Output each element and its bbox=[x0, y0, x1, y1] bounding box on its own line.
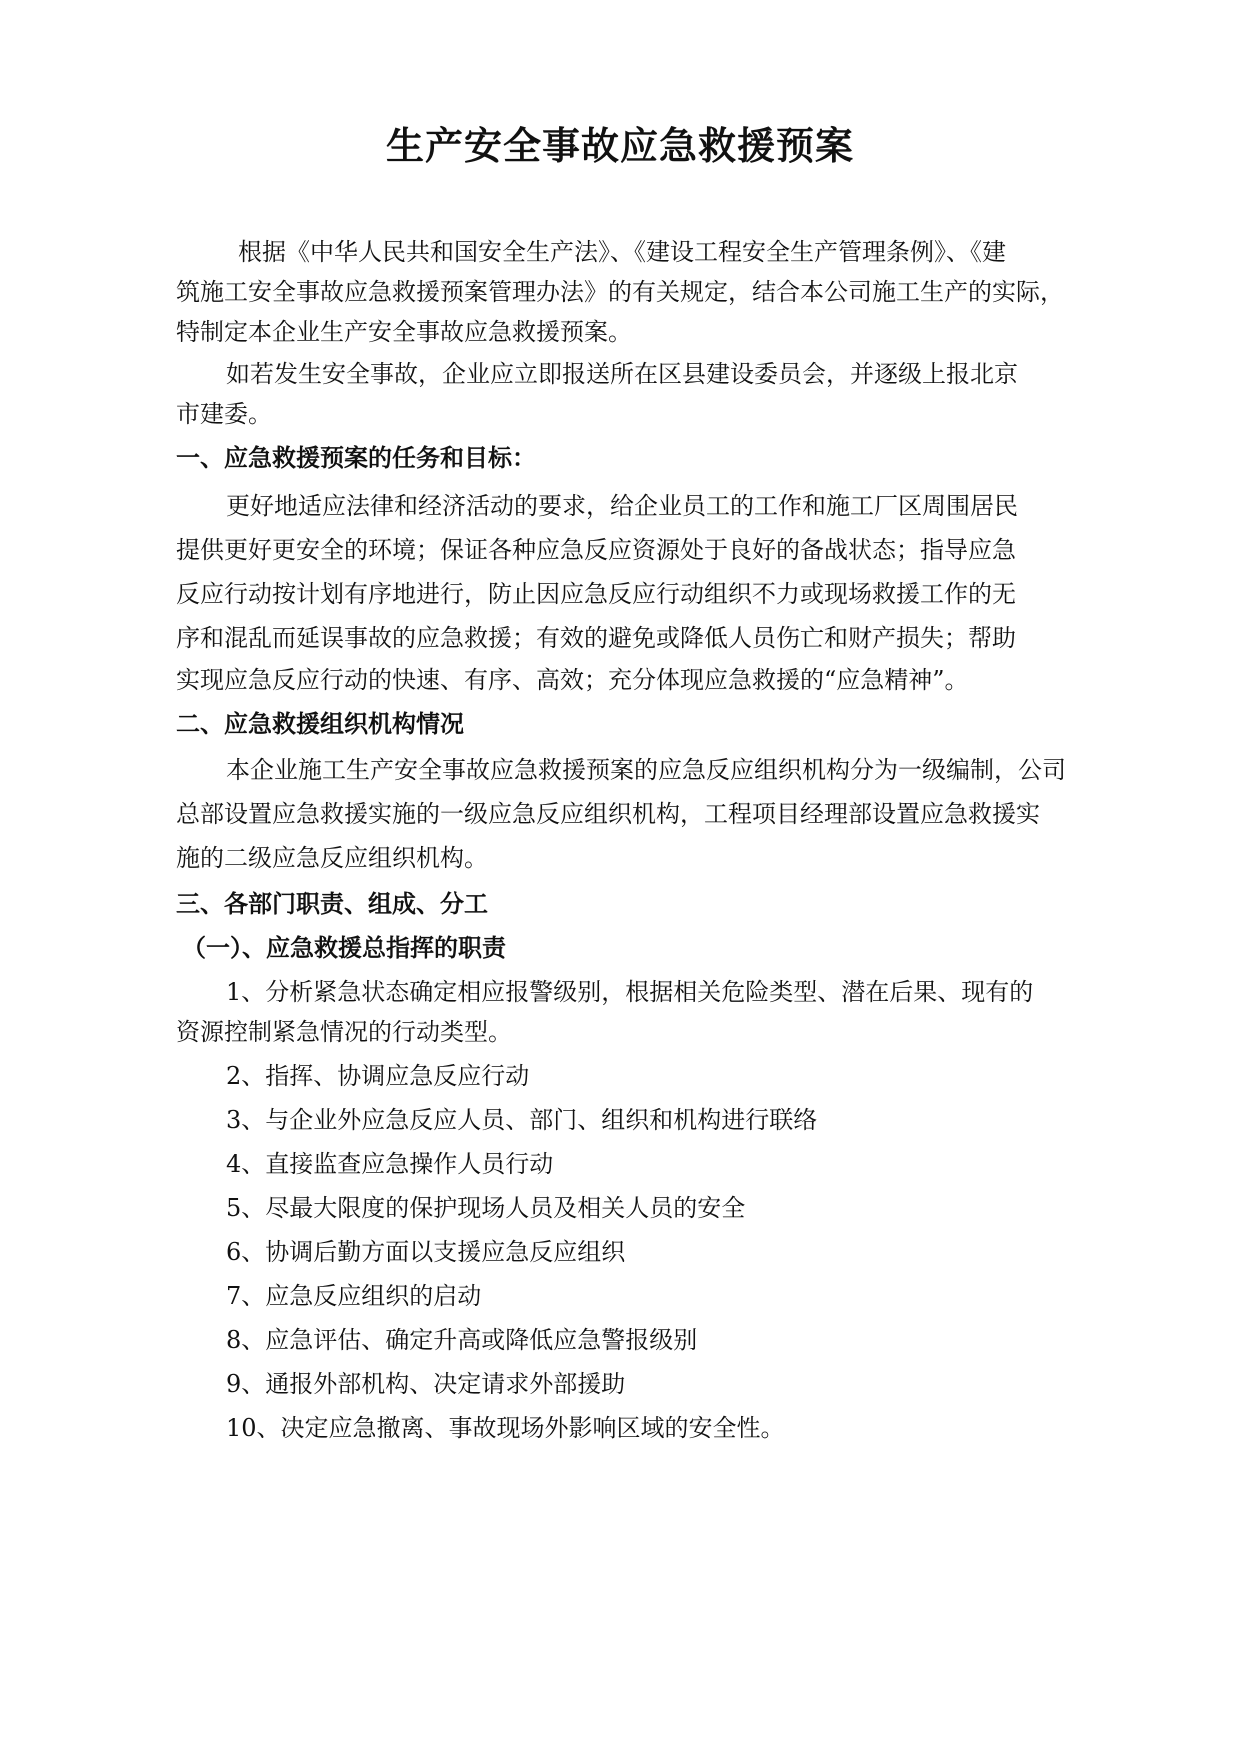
duty-item-2: 2、指挥、协调应急反应行动 bbox=[226, 1062, 530, 1090]
duty-item-7: 7、应急反应组织的启动 bbox=[226, 1282, 482, 1310]
duty-item-8: 8、应急评估、确定升高或降低应急警报级别 bbox=[226, 1326, 698, 1354]
section1-line-3: 反应行动按计划有序地进行，防止因应急反应行动组织不力或现场救援工作的无 bbox=[176, 580, 1016, 608]
section3-heading: 三、各部门职责、组成、分工 bbox=[176, 889, 488, 918]
section1-line-4: 序和混乱而延误事故的应急救援；有效的避免或降低人员伤亡和财产损失；帮助 bbox=[176, 624, 1016, 652]
duty-item-1-line-1: 1、分析紧急状态确定相应报警级别，根据相关危险类型、潜在后果、现有的 bbox=[226, 978, 1034, 1006]
section1-heading: 一、应急救援预案的任务和目标： bbox=[176, 443, 536, 472]
section1-line-2: 提供更好更安全的环境；保证各种应急反应资源处于良好的备战状态；指导应急 bbox=[176, 536, 1016, 564]
section2-line-3: 施的二级应急反应组织机构。 bbox=[176, 844, 488, 872]
duty-item-10: 10、决定应急撤离、事故现场外影响区域的安全性。 bbox=[226, 1414, 785, 1442]
duty-item-3: 3、与企业外应急反应人员、部门、组织和机构进行联络 bbox=[226, 1106, 818, 1134]
document-title: 生产安全事故应急救援预案 bbox=[385, 123, 854, 168]
section2-heading: 二、应急救援组织机构情况 bbox=[176, 709, 464, 738]
duty-item-4: 4、直接监查应急操作人员行动 bbox=[226, 1150, 554, 1178]
report-line-1: 如若发生安全事故，企业应立即报送所在区县建设委员会，并逐级上报北京 bbox=[226, 360, 1018, 388]
intro-line-1: 根据《中华人民共和国安全生产法》、《建设工程安全生产管理条例》、《建 bbox=[238, 238, 1006, 266]
section3-subheading: （一）、应急救援总指挥的职责 bbox=[182, 933, 506, 962]
report-line-2: 市建委。 bbox=[176, 400, 272, 428]
section2-line-2: 总部设置应急救援实施的一级应急反应组织机构，工程项目经理部设置应急救援实 bbox=[176, 800, 1040, 828]
intro-line-3: 特制定本企业生产安全事故应急救援预案。 bbox=[176, 318, 632, 346]
duty-item-1-line-2: 资源控制紧急情况的行动类型。 bbox=[176, 1018, 512, 1046]
section1-line-5: 实现应急反应行动的快速、有序、高效；充分体现应急救援的“应急精神”。 bbox=[176, 666, 969, 694]
section1-line-1: 更好地适应法律和经济活动的要求，给企业员工的工作和施工厂区周围居民 bbox=[226, 492, 1018, 520]
intro-line-2: 筑施工安全事故应急救援预案管理办法》的有关规定，结合本公司施工生产的实际， bbox=[176, 278, 1064, 306]
section2-line-1: 本企业施工生产安全事故应急救援预案的应急反应组织机构分为一级编制，公司 bbox=[226, 756, 1066, 784]
duty-item-5: 5、尽最大限度的保护现场人员及相关人员的安全 bbox=[226, 1194, 746, 1222]
duty-item-6: 6、协调后勤方面以支援应急反应组织 bbox=[226, 1238, 626, 1266]
duty-item-9: 9、通报外部机构、决定请求外部援助 bbox=[226, 1370, 626, 1398]
